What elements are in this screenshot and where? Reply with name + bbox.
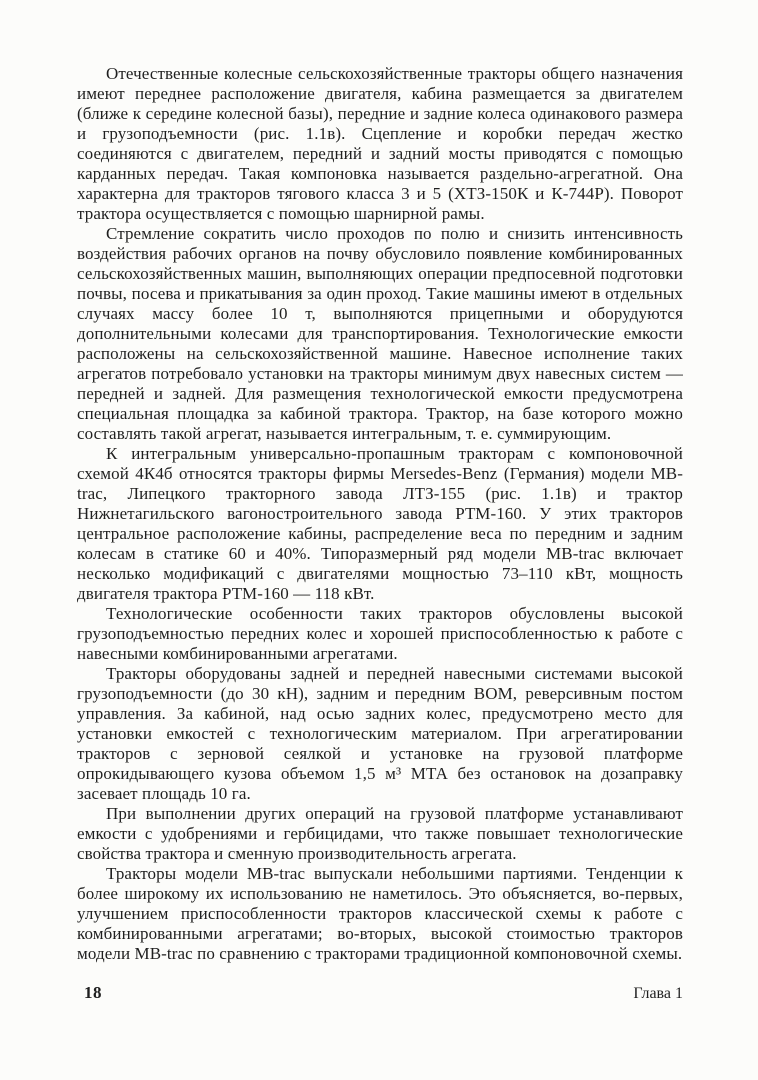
body-text xyxy=(77,64,683,964)
paragraph: Тракторы оборудованы задней и передней навесными системами высокой грузоподъемности (до 30 кН), задним и передним ВОМ, реверсивным постом управления. За кабиной, над осью задних колес, предусмотрено место для установки емкостей с технологическим материалом. При агрегатировании тракторов с зерновой сеялкой и установке на грузовой платформе опрокидывающего кузова объемом 1,5 м³ МТА без остановок на дозаправку засевает площадь 10 га. xyxy=(77,664,683,803)
paragraph: При выполнении других операций на грузовой платформе устанавливают емкости с удобрениями и гербицидами, что также повышает технологические свойства трактора и сменную производительность агрегата. xyxy=(77,804,683,863)
paragraph: Отечественные колесные сельскохозяйственные тракторы общего назначения имеют переднее расположение двигателя, кабина размещается за двигателем (ближе к середине колесной базы), передние и задние колеса одинакового размера и грузоподъемности (рис. 1.1в). Сцепление и коробки передач жестко соединяются с двигателем, передний и задний мосты приводятся с помощью карданных передач. Такая компоновка называется раздельно-агрегатной. Она характерна для тракторов тягового класса 3 и 5 (ХТЗ-150К и К-744Р). Поворот трактора осуществляется с помощью шарнирной рамы. xyxy=(77,64,683,223)
paragraph: Стремление сократить число проходов по полю и снизить интенсивность воздействия рабочих органов на почву обусловило появление комбинированных сельскохозяйственных машин, выполняющих операции предпосевной подготовки почвы, посева и прикатывания за один проход. Такие машины имеют в отдельных случаях массу более 10 т, выполняются прицепными и оборудуются дополнительными колесами для транспортирования. Технологические емкости расположены на сельскохозяйственной машине. Навесное исполнение таких агрегатов потребовало установки на тракторы минимум двух навесных систем — передней и задней. Для размещения технологической емкости предусмотрена специальная площадка за кабиной трактора. Трактор, на базе которого можно составлять такой агрегат, называется интегральным, т. е. суммирующим. xyxy=(77,224,683,443)
paragraph: Тракторы модели MB-trac выпускали небольшими партиями. Тенденции к более широкому их использованию не наметилось. Это объясняется, во-первых, улучшением приспособленности тракторов классической схемы к работе с комбинированными агрегатами; во-вторых, высокой стоимостью тракторов модели MB-trac по сравнению с тракторами традиционной компоновочной схемы. xyxy=(77,864,683,963)
page-number: 18 xyxy=(84,983,102,1002)
paragraph: К интегральным универсально-пропашным тракторам с компоновочной схемой 4К4б относятся тракторы фирмы Mersedes-Benz (Германия) модели MB-trac, Липецкого тракторного завода ЛТЗ-155 (рис. 1.1в) и трактор Нижнетагильского вагоностроительного завода РТМ-160. У этих тракторов центральное расположение кабины, распределение веса по передним и задним колесам в статике 60 и 40%. Типоразмерный ряд модели MB-trac включает несколько модификаций с двигателями мощностью 73–110 кВт, мощность двигателя трактора РТМ-160 — 118 кВт. xyxy=(77,444,683,603)
paragraph: Технологические особенности таких тракторов обусловлены высокой грузоподъемностью передних колес и хорошей приспособленностью к работе с навесными комбинированными агрегатами. xyxy=(77,604,683,663)
chapter-label: Глава 1 xyxy=(633,985,683,1002)
